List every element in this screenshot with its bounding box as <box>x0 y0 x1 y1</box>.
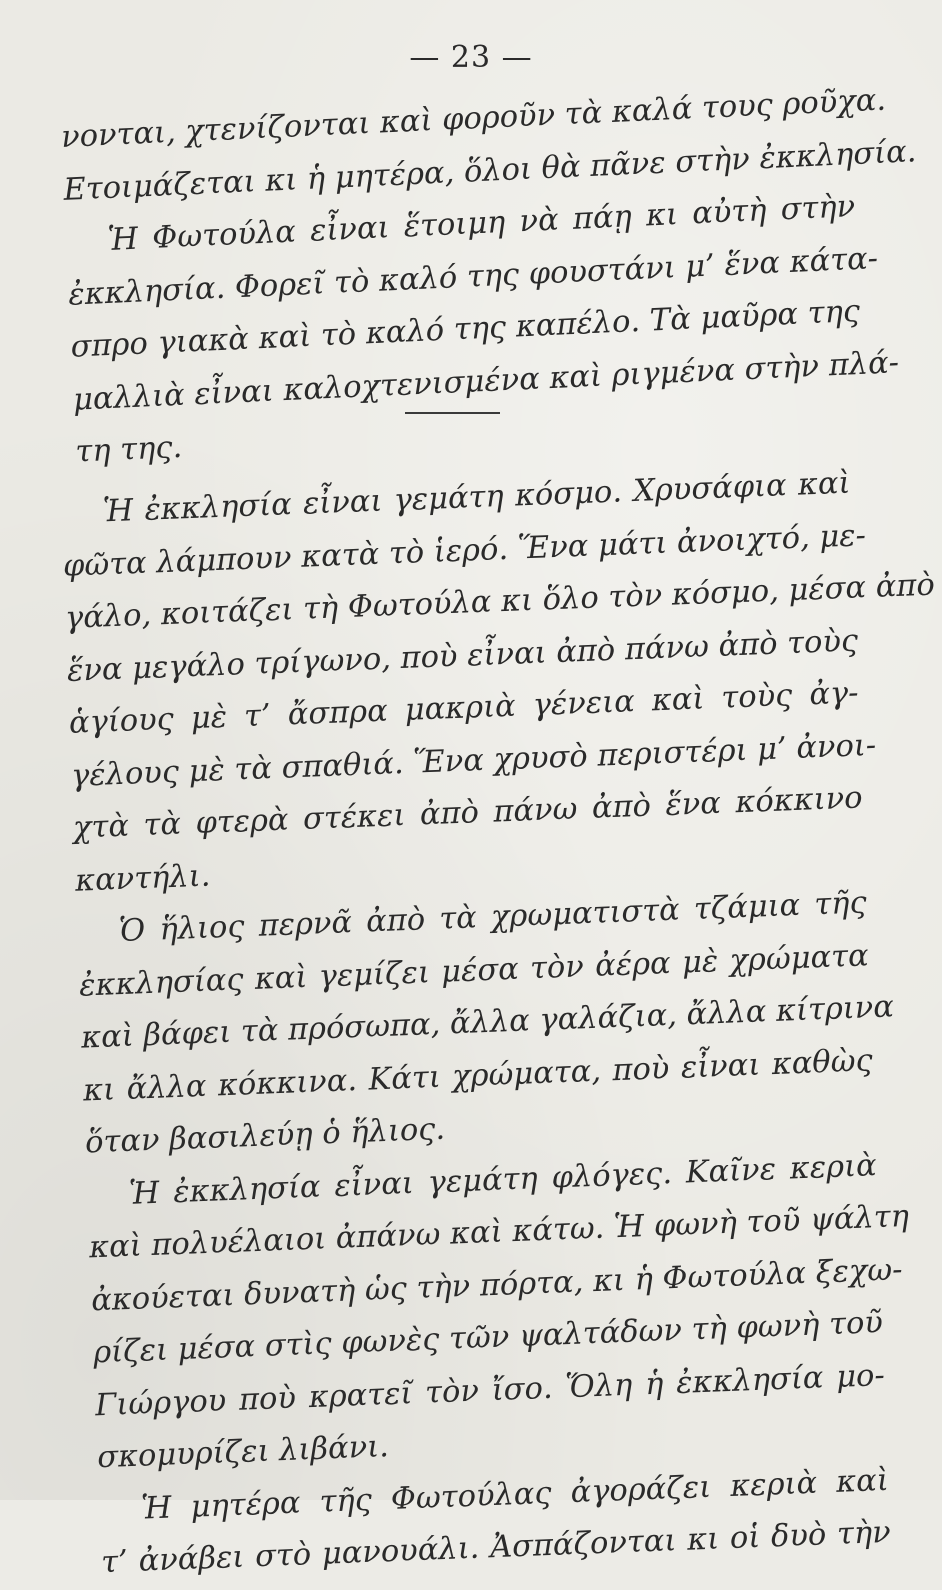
text-section-bottom <box>60 458 936 1590</box>
section-divider <box>405 412 500 414</box>
text-line: γάλο, κοιτάζει τὴ Φωτούλα κι ὅλο τὸν κόσμο, μέσα ἀπὸ <box>64 567 936 636</box>
text-line: Ἡ ἐκκλησία εἶναι γεμάτη φλόγες. Καῖνε κεριὰ <box>128 1147 878 1212</box>
text-line: Ἡ μητέρα τῆς Φωτούλας ἀγοράζει κεριὰ καὶ <box>140 1462 890 1527</box>
text-line: τη της. <box>74 429 183 470</box>
text-line: Ὁ ἥλιος περνᾶ ἀπὸ τὰ χρωματιστὰ τζάμια τῆς <box>118 885 868 950</box>
text-line: ἀκούεται δυνατὴ ὡς τὴν πόρτα, κι ἡ Φωτούλα ξεχω- <box>90 1251 904 1318</box>
text-line: ὅταν βασιλεύῃ ὁ ἥλιος. <box>84 1111 446 1161</box>
text-line: ἐκκλησίας καὶ γεμίζει μέσα τὸν ἀέρα μὲ χρώματα <box>78 937 870 1004</box>
text-line: ἐκκλησία. Φορεῖ τὸ καλό της φουστάνι μ’ ἕνα κάτα- <box>67 240 879 313</box>
text-line: ρίζει μέσα στὶς φωνὲς τῶν ψαλτάδων τὴ φωνὴ τοῦ <box>92 1305 884 1371</box>
text-line: μαλλιὰ εἶναι καλοχτενισμένα καὶ ριγμένα στὴν πλά- <box>72 344 900 418</box>
text-line: σπρο γιακὰ καὶ τὸ καλό της καπέλο. Τὰ μαῦρα της <box>69 293 861 365</box>
text-line: Γιώργου ποὺ κρατεῖ τὸν ἴσο. Ὅλη ἡ ἐκκλησία μο- <box>94 1357 886 1423</box>
text-line: τ’ ἀνάβει στὸ μανουάλι. Ἀσπάζονται κι οἱ δυὸ τὴν <box>100 1514 892 1581</box>
text-line: φῶτα λάμπουν κατὰ τὸ ἱερό. Ἕνα μάτι ἀνοιχτό, με- <box>62 517 867 584</box>
text-line: Ἡ Φωτούλα εἶναι ἕτοιμη νὰ πάῃ κι αὐτὴ στὴν <box>107 189 856 258</box>
text-section-top <box>60 76 918 479</box>
text-line: καντήλι. <box>74 858 211 899</box>
text-line: καὶ βάφει τὰ πρόσωπα, ἄλλα γαλάζια, ἄλλα κίτρινα <box>80 989 895 1056</box>
text-line: ἁγίους μὲ τ’ ἄσπρα μακριὰ γένεια καὶ τοὺς ἀγ- <box>68 675 860 741</box>
text-line: Ἡ ἐκκλησία εἶναι γεμάτη κόσμο. Χρυσάφια καὶ <box>102 465 852 530</box>
text-line: σκομυρίζει λιβάνι. <box>96 1429 390 1476</box>
text-line: ἕνα μεγάλο τρίγωνο, ποὺ εἶναι ἀπὸ πάνω ἀπὸ τοὺς <box>66 622 859 689</box>
text-line: Ετοιμάζεται κι ἡ μητέρα, ὅλοι θὰ πᾶνε στὴν ἐκκλησία. <box>62 133 918 208</box>
page-number: — 23 — <box>409 40 533 75</box>
text-line: καὶ πολυέλαιοι ἀπάνω καὶ κάτω. Ἡ φωνὴ τοῦ ψάλτη <box>88 1198 910 1266</box>
text-line: γέλους μὲ τὰ σπαθιά. Ἕνα χρυσὸ περιστέρι μ’ ἀνοι- <box>70 727 877 794</box>
text-line: κι ἄλλα κόκκινα. Κάτι χρώματα, ποὺ εἶναι καθὼς <box>82 1042 874 1109</box>
text-line: νονται, χτενίζονται καὶ φοροῦν τὰ καλά τους ροῦχα. <box>60 82 887 155</box>
text-line: χτὰ τὰ φτερὰ στέκει ἀπὸ πάνω ἀπὸ ἕνα κόκκινο <box>72 780 864 846</box>
